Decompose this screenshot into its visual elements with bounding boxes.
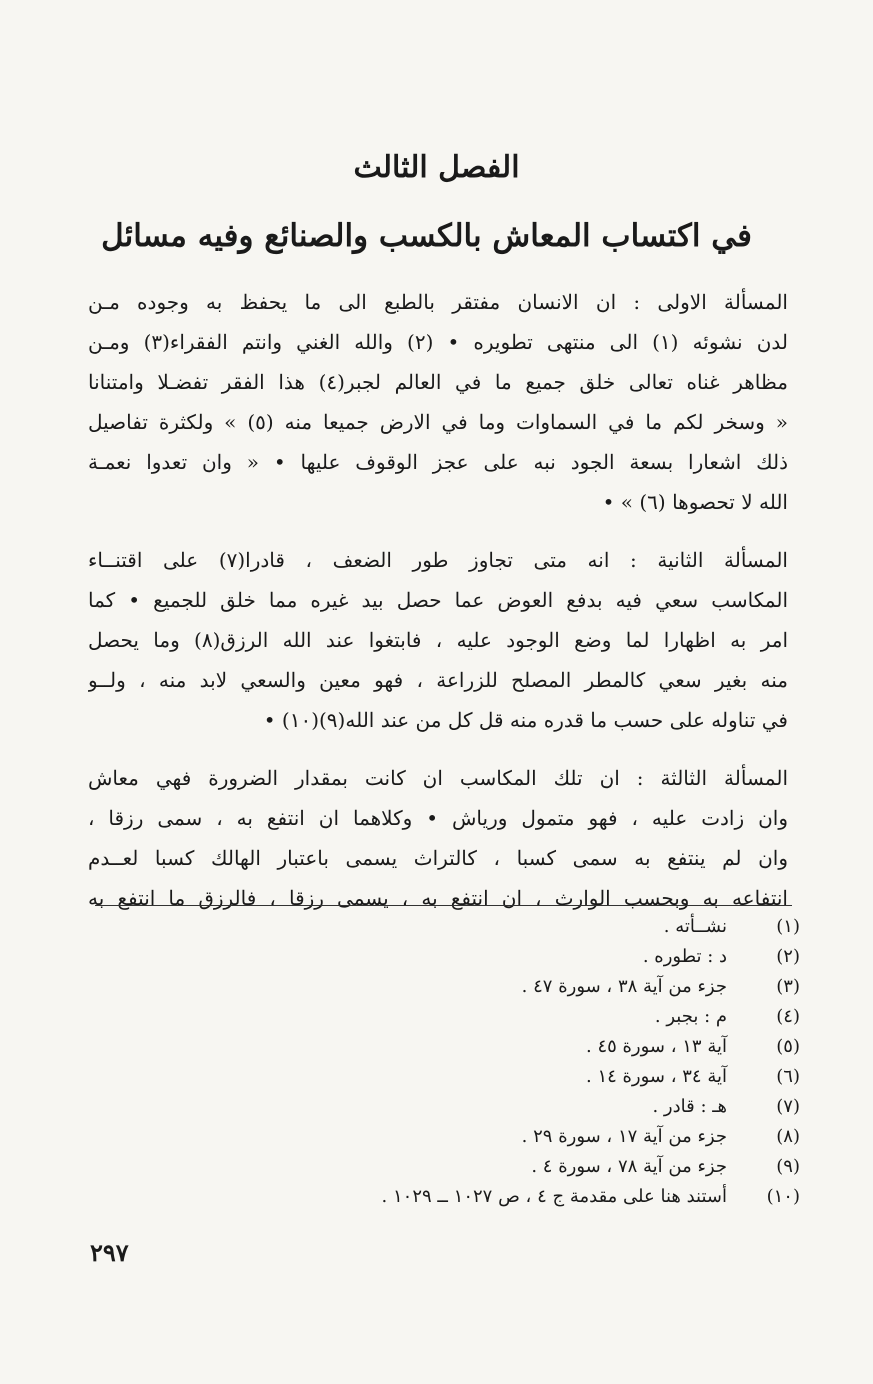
text-line: المكاسب سعي فيه بدفع العوض عما حصل بيد غيره مما خلق للجميع • كما: [88, 588, 788, 612]
footnote-divider: [95, 905, 792, 906]
paragraph-second-issue: [88, 540, 788, 740]
text-line: منه بغير سعي كالمطر المصلح للزراعة ، فهو معين والسعي لابد منه ، ولــو: [88, 668, 788, 692]
footnote-number: (٢): [776, 946, 800, 967]
chapter-subtitle: في اكتساب المعاش بالكسب والصنائع وفيه مسائل: [101, 218, 752, 254]
footnote-number: (٥): [776, 1036, 800, 1057]
footnote-text: نشــأته .: [663, 916, 727, 937]
footnote-item: [200, 1152, 800, 1182]
text-line: ذلك اشعارا بسعة الجود نبه على عجز الوقوف عليها • « وان تعدوا نعمـة: [88, 450, 788, 474]
footnote-number: (٧): [776, 1096, 800, 1117]
footnote-number: (١٠): [766, 1186, 800, 1207]
chapter-title: الفصل الثالث: [353, 150, 520, 185]
text-line: « وسخر لكم ما في السماوات وما في الارض جميعا منه (٥) » ولكثرة تفاصيل: [88, 410, 788, 434]
text-line: الله لا تحصوها (٦) » •: [602, 490, 788, 514]
text-line: المسألة الاولى : ان الانسان مفتقر بالطبع الى ما يحفظ به وجوده مـن: [88, 290, 788, 314]
page-number: ٢٩٧: [90, 1238, 129, 1267]
footnote-text: هـ : قادر .: [652, 1096, 727, 1117]
text-line: وان لم ينتفع به سمى كسبا ، كالتراث يسمى باعتبار الهالك كسبا لعــدم: [88, 846, 788, 870]
text-line: في تناوله على حسب ما قدره منه قل كل من عند الله(٩)(١٠) •: [263, 708, 788, 732]
footnote-item: [200, 1062, 800, 1092]
footnote-number: (٤): [776, 1006, 800, 1027]
footnote-text: م : بجبر .: [654, 1006, 727, 1027]
text-line: وان زادت عليه ، فهو متمول ورياش • وكلاهما ان انتفع به ، سمى رزقا ،: [88, 806, 788, 830]
paragraph-third-issue: [88, 758, 788, 918]
text-line: لدن نشوئه (١) الى منتهى تطويره • (٢) والله الغني وانتم الفقراء(٣) ومـن: [88, 330, 788, 354]
footnote-item: [200, 912, 800, 942]
text-line: انتفاعه به وبحسب الوارث ، ان انتفع به ، يسمى رزقا ، فالرزق ما انتفع به: [88, 886, 788, 910]
footnote-text: آية ١٣ ، سورة ٤٥ .: [585, 1036, 727, 1057]
text-line: المسألة الثانية : انه متى تجاوز طور الضعف ، قادرا(٧) على اقتنــاء: [88, 548, 788, 572]
footnote-text: جزء من آية ١٧ ، سورة ٢٩ .: [521, 1126, 727, 1147]
text-line: المسألة الثالثة : ان تلك المكاسب ان كانت بمقدار الضرورة فهي معاش: [88, 766, 788, 790]
footnote-text: أستند هنا على مقدمة ج ٤ ، ص ١٠٢٧ ــ ١٠٢٩ .: [381, 1186, 727, 1207]
footnote-number: (١): [776, 916, 800, 937]
footnote-item: [200, 1122, 800, 1152]
footnote-item: [200, 972, 800, 1002]
footnote-number: (٨): [776, 1126, 800, 1147]
footnote-text: جزء من آية ٣٨ ، سورة ٤٧ .: [521, 976, 727, 997]
footnote-number: (٦): [776, 1066, 800, 1087]
footnote-item: [200, 1092, 800, 1122]
footnote-item: [200, 942, 800, 972]
text-line: امر به اظهارا لما وضع الوجود عليه ، فابتغوا عند الله الرزق(٨) وما يحصل: [88, 628, 788, 652]
footnote-item: [200, 1032, 800, 1062]
footnote-text: جزء من آية ٧٨ ، سورة ٤ .: [531, 1156, 727, 1177]
text-line: مظاهر غناه تعالى خلق جميع ما في العالم لجبر(٤) هذا الفقر تفضـلا وامتنانا: [88, 370, 788, 394]
footnote-text: د : تطوره .: [642, 946, 727, 967]
footnote-number: (٩): [776, 1156, 800, 1177]
footnote-number: (٣): [776, 976, 800, 997]
footnote-item: [200, 1002, 800, 1032]
footnote-item: [200, 1182, 800, 1212]
footnotes: [200, 912, 800, 1212]
paragraph-first-issue: [88, 282, 788, 522]
footnote-text: آية ٣٤ ، سورة ١٤ .: [585, 1066, 727, 1087]
body-text: [88, 282, 788, 936]
